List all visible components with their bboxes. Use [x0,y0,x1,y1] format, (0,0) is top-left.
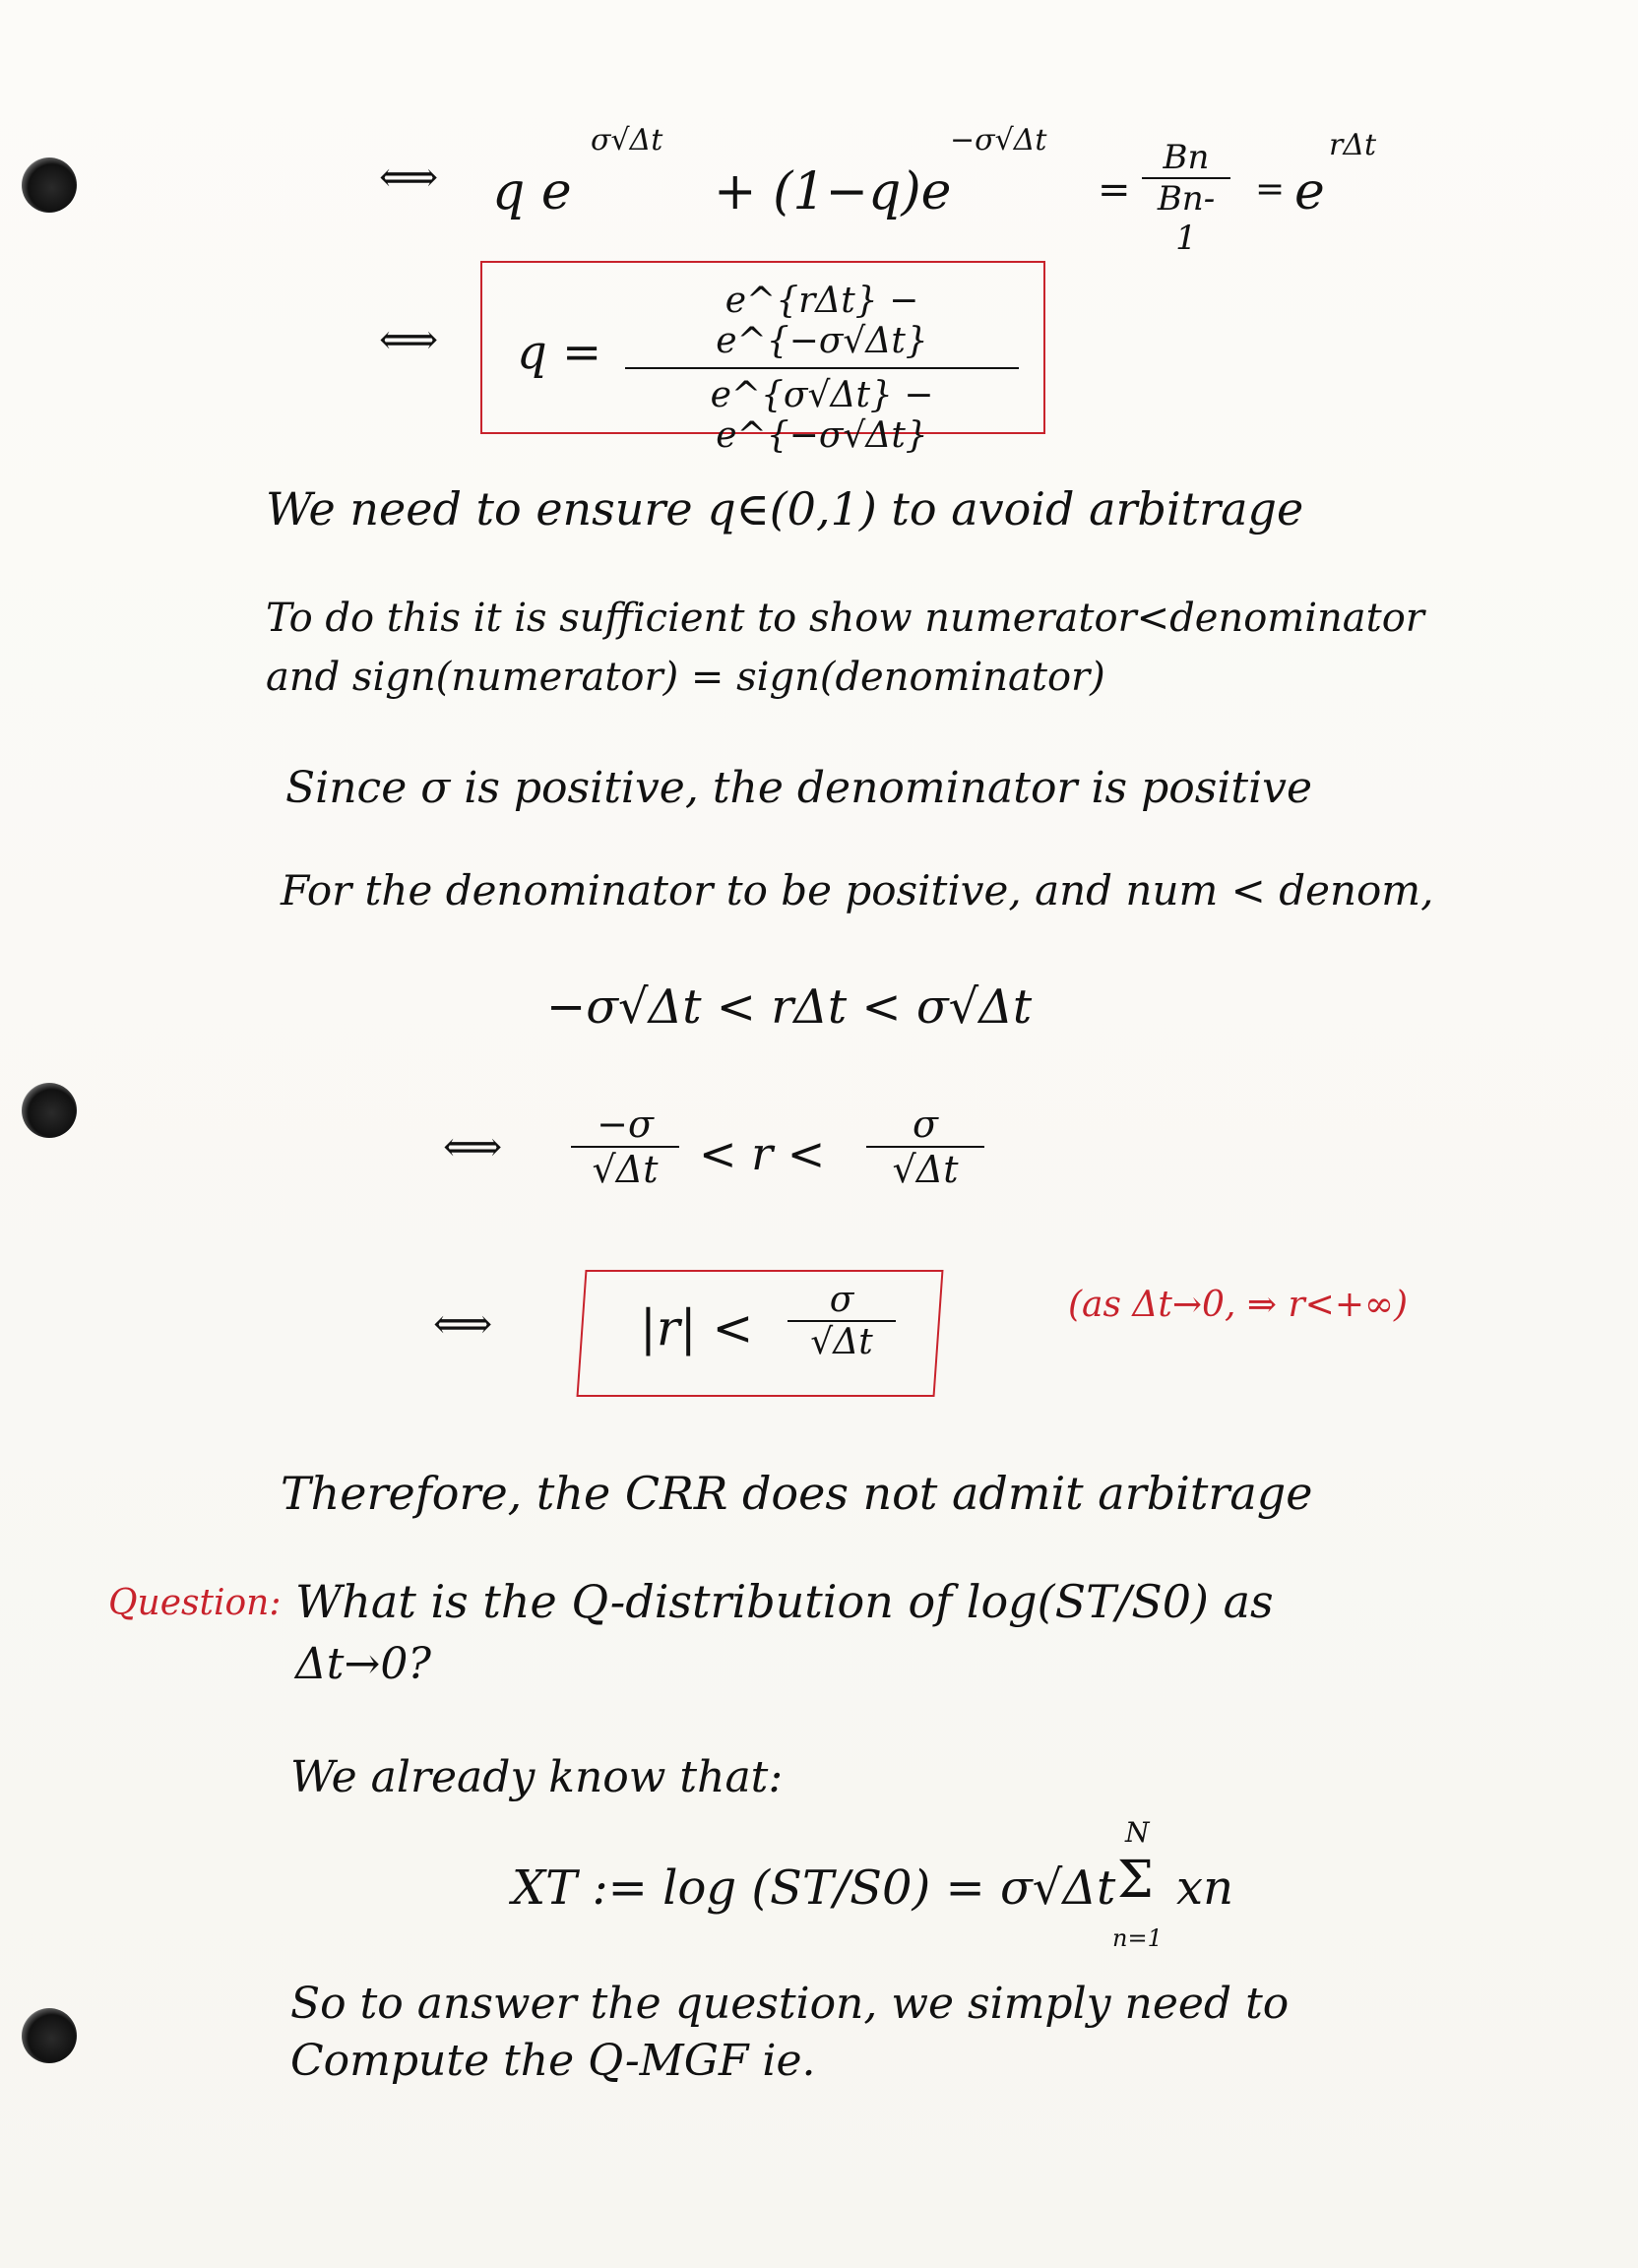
ineq2-left-fraction [571,1102,679,1191]
text-line-sufficient: To do this it is sufficient to show numerator<denominator [266,596,1424,641]
eq1-frac-num: Bn [1142,138,1230,179]
xt-lhs: XT := log (ST/S0) = σ√Δt [512,1860,1116,1916]
ineq2-left-den: √Δt [592,1148,659,1191]
final-line-2: Compute the Q-MGF ie. [290,2036,816,2086]
eq1-plus-term: + (1−q)e [714,162,952,221]
final-line-1: So to answer the question, we simply need to [290,1979,1290,2029]
sum-lower-limit: n=1 [1112,1924,1163,1952]
ineq2-mid: < r < [699,1127,826,1180]
iff-arrow: ⟺ [433,1299,493,1348]
text-line-denominator: For the denominator to be positive, and num < denom, [281,866,1434,914]
sum-term: xn [1176,1860,1233,1916]
ineq2-left-num: −σ [571,1102,679,1148]
sum-symbol: Σ [1117,1851,1154,1910]
q-equals: q = [517,325,602,380]
q-frac-num: e^{rΔt} − e^{−σ√Δt} [625,281,1019,369]
eq1-rhs-exp: rΔt [1329,128,1377,162]
ineq3-fraction [788,1280,896,1362]
eq1-exp2: −σ√Δt [950,123,1047,158]
ineq3-lhs: |r| < [640,1299,754,1356]
inequality-1: −σ√Δt < rΔt < σ√Δt [546,979,1033,1035]
ineq3-num: σ [788,1280,896,1322]
ineq2-right-fraction [866,1102,984,1191]
q-fraction [625,281,1019,456]
iff-arrow: ⟺ [379,315,439,363]
eq1-frac-den: Bn-1 [1157,179,1216,258]
text-line-sign: and sign(numerator) = sign(denominator) [266,655,1105,700]
text-line-sigma-positive: Since σ is positive, the denominator is positive [285,763,1313,813]
q-frac-den: e^{σ√Δt} − e^{−σ√Δt} [710,375,934,456]
question-label: Question: [108,1583,282,1623]
question-text-1: What is the Q-distribution of log(ST/S0) as [295,1575,1274,1628]
question-text-2: Δt→0? [295,1639,431,1689]
text-line-ensure: We need to ensure q∈(0,1) to avoid arbitrage [266,482,1304,536]
binder-hole-top [22,158,77,213]
binder-hole-bottom [22,2008,77,2063]
binder-hole-middle [22,1083,77,1138]
eq1-equals: = [1098,167,1131,213]
ineq2-right-den: √Δt [892,1148,959,1191]
conclusion-line: Therefore, the CRR does not admit arbitrage [281,1467,1313,1520]
eq1-equals-2: = [1255,169,1286,210]
iff-arrow: ⟺ [379,153,439,201]
iff-arrow: ⟺ [443,1122,503,1170]
ineq3-den: √Δt [810,1322,873,1362]
eq1-rhs: e [1294,162,1325,221]
eq1-lhs-q: q e [492,162,572,221]
ineq2-right-num: σ [866,1102,984,1148]
sum-upper-limit: N [1125,1816,1150,1849]
ineq3-note: (as Δt→0, ⇒ r<+∞) [1068,1285,1409,1325]
eq1-exp1: σ√Δt [591,123,663,158]
eq1-fraction [1142,138,1230,258]
already-know-line: We already know that: [290,1752,784,1802]
